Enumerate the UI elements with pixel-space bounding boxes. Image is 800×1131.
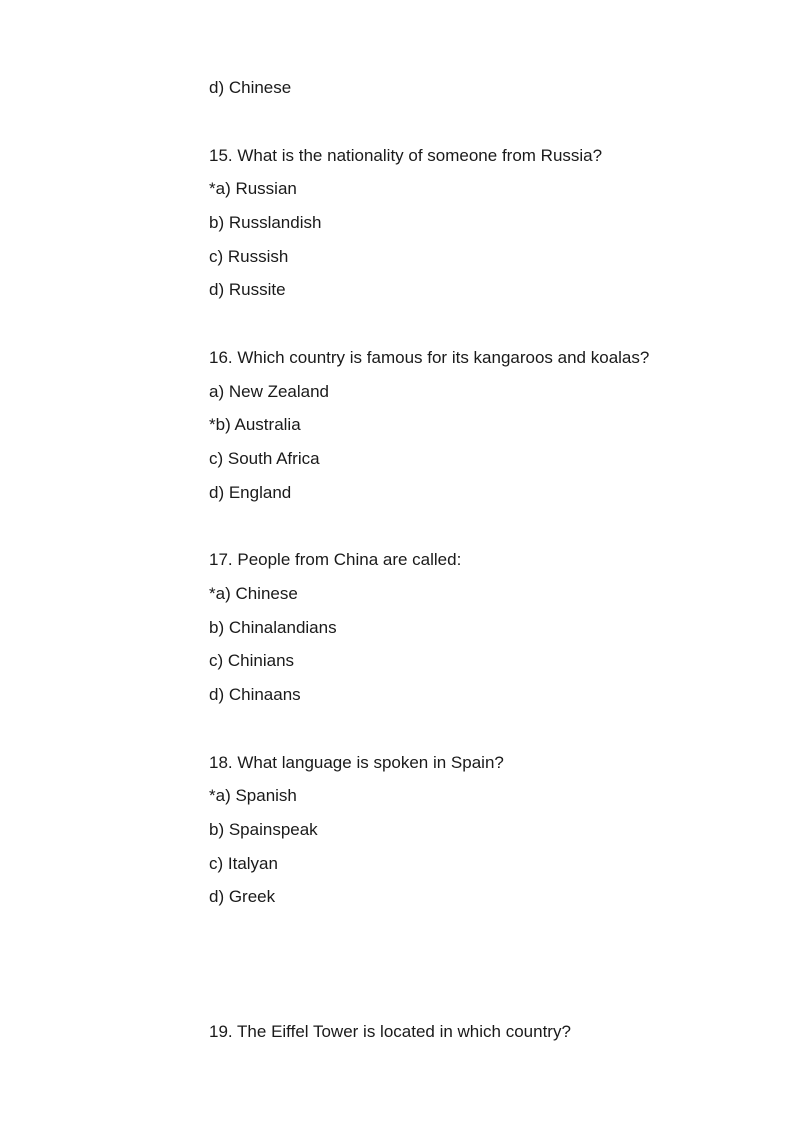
option-prev-d: d) Chinese xyxy=(209,78,292,97)
question-18-option-c: c) Italyan xyxy=(209,854,278,873)
question-15-option-b: b) Russlandish xyxy=(209,213,322,232)
question-17-option-b: b) Chinalandians xyxy=(209,618,337,637)
question-15-option-a: *a) Russian xyxy=(209,179,297,198)
question-17-option-d: d) Chinaans xyxy=(209,685,301,704)
question-16-prompt: 16. Which country is famous for its kangaroos and koalas? xyxy=(209,348,650,367)
question-15-prompt: 15. What is the nationality of someone from Russia? xyxy=(209,146,603,165)
question-15-option-c: c) Russish xyxy=(209,247,289,266)
question-19-prompt: 19. The Eiffel Tower is located in which country? xyxy=(209,1022,571,1041)
question-15-option-d: d) Russite xyxy=(209,280,286,299)
question-16-option-a: a) New Zealand xyxy=(209,382,330,401)
question-18-option-d: d) Greek xyxy=(209,887,276,906)
question-16-option-b: *b) Australia xyxy=(209,415,301,434)
question-17-option-c: c) Chinians xyxy=(209,651,295,670)
question-16-option-c: c) South Africa xyxy=(209,449,320,468)
question-18-prompt: 18. What language is spoken in Spain? xyxy=(209,753,504,772)
question-17-prompt: 17. People from China are called: xyxy=(209,550,462,569)
question-17-option-a: *a) Chinese xyxy=(209,584,298,603)
question-18-option-b: b) Spainspeak xyxy=(209,820,318,839)
question-18-option-a: *a) Spanish xyxy=(209,786,297,805)
question-16-option-d: d) England xyxy=(209,483,292,502)
